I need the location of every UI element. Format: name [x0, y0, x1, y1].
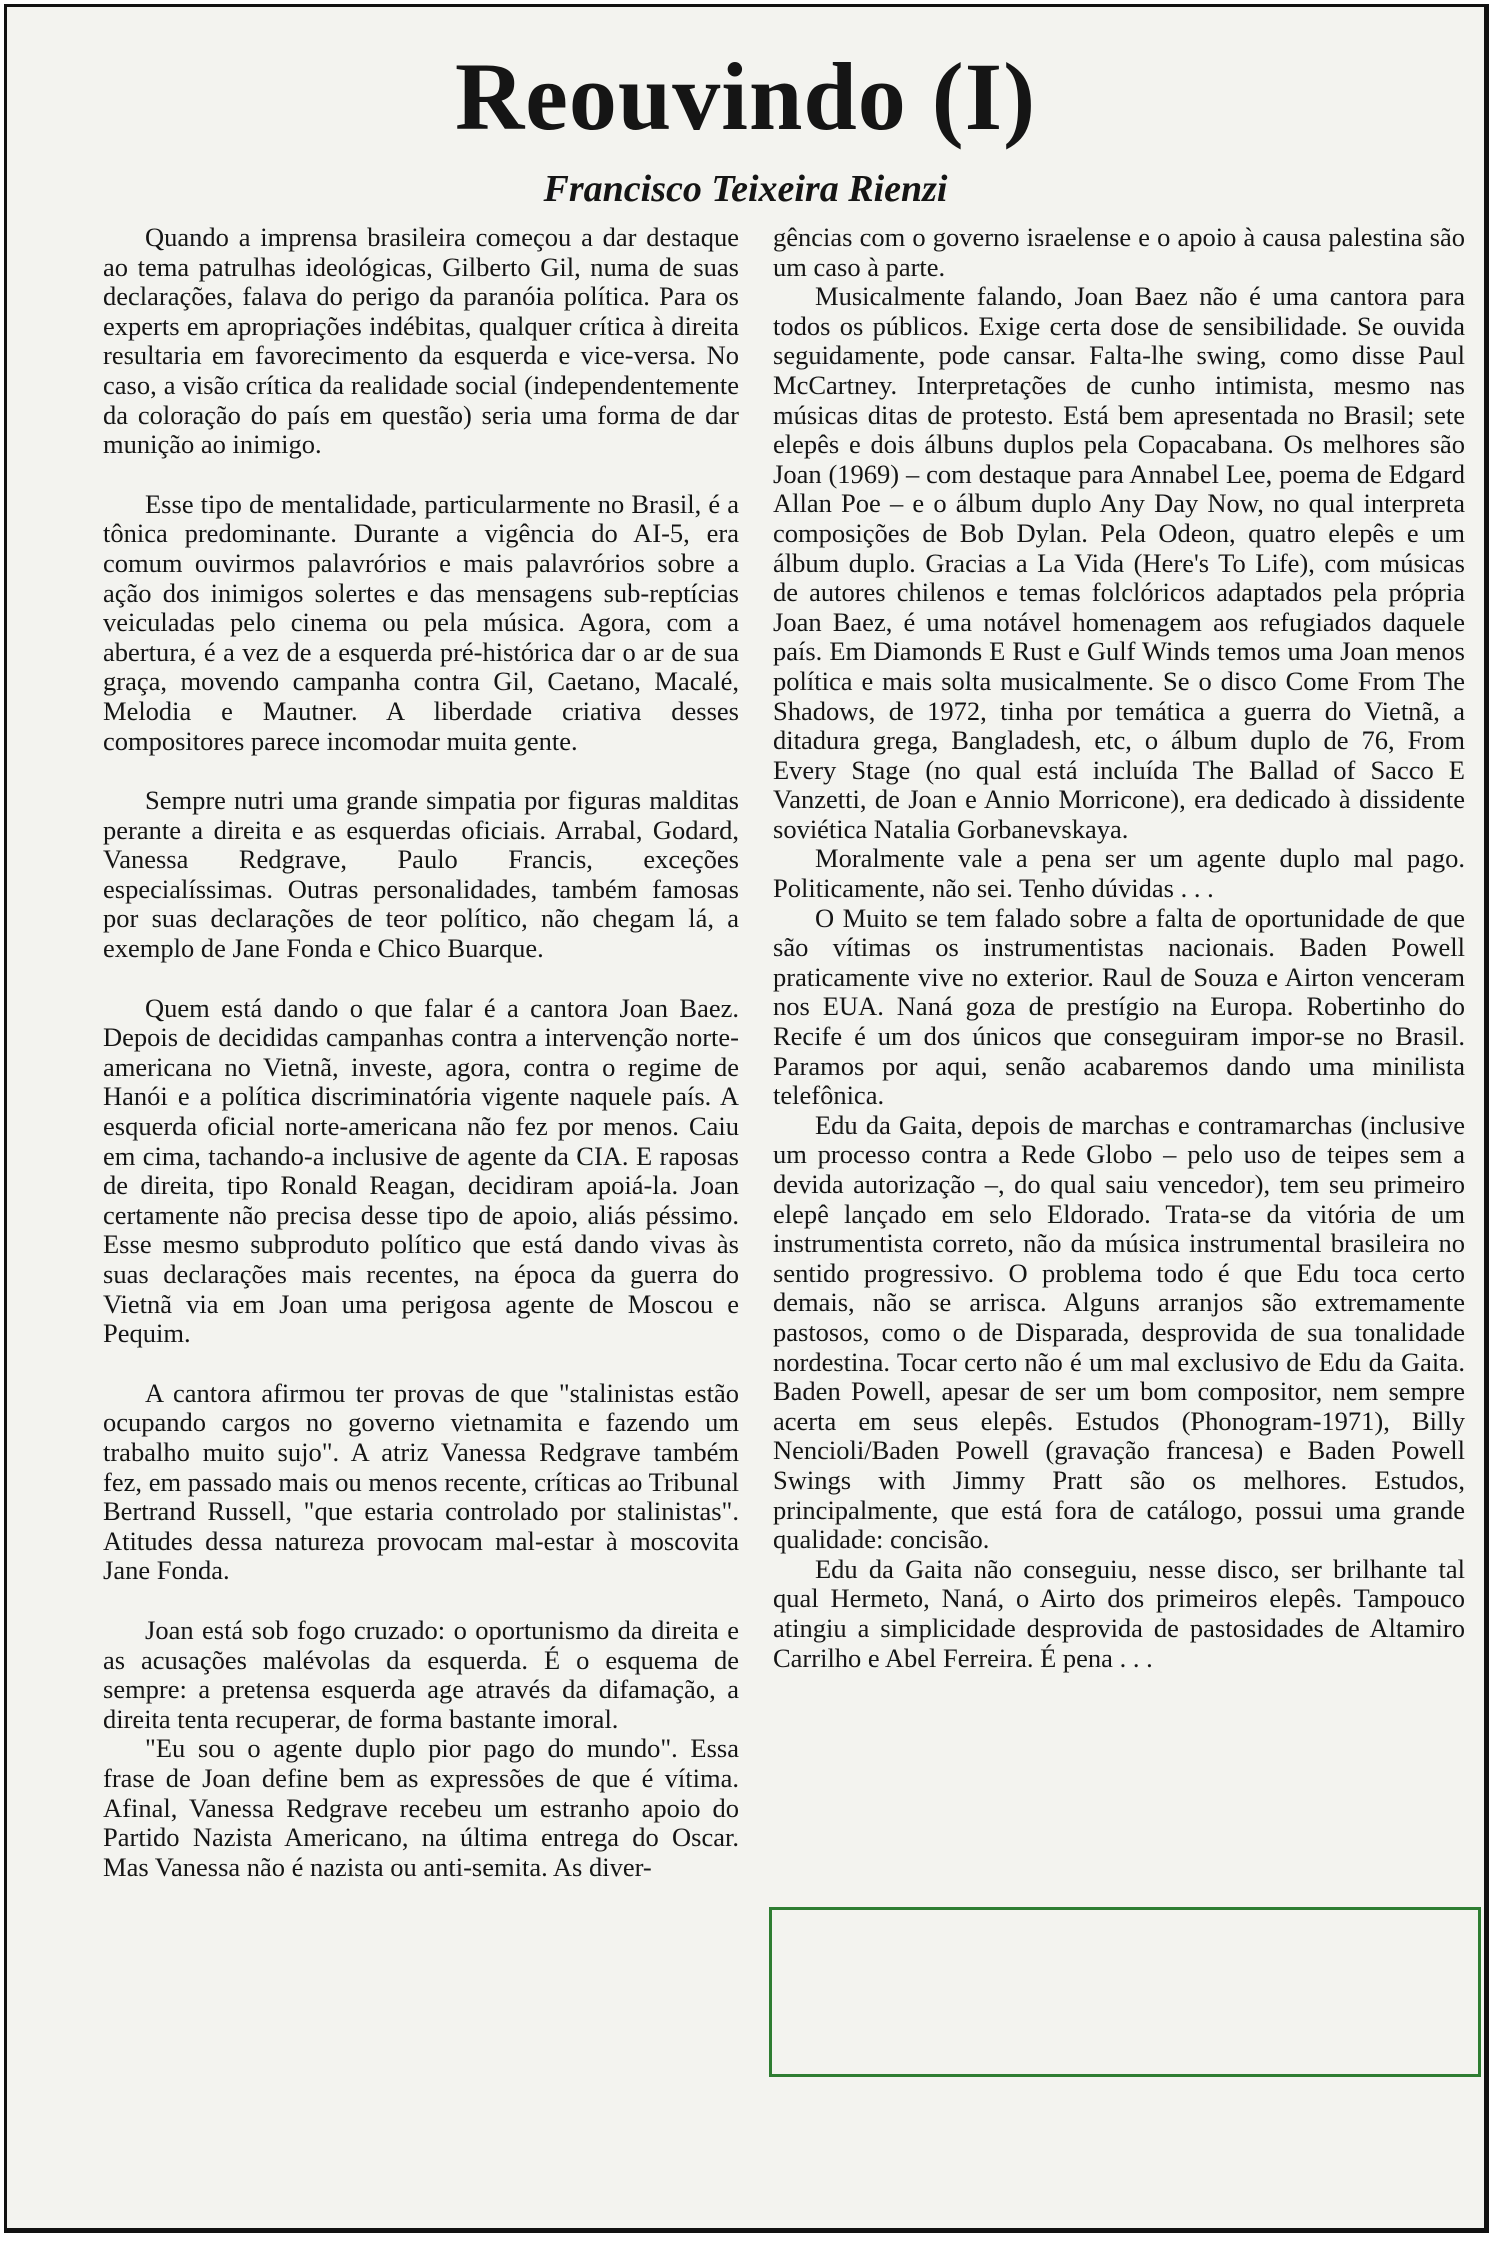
- article-column-right: [773, 223, 1465, 1673]
- paragraph: "Eu sou o agente duplo pior pago do mundo". Essa frase de Joan define bem as expressões de que é vítima. Afinal, Vanessa Redgrave recebeu um estranho apoio do Partido Nazista Americano, na última entrega do Oscar. Mas Vanessa não é nazista ou anti-semita. As diver-: [103, 1733, 739, 1882]
- author-byline: Francisco Teixeira Rienzi: [543, 168, 948, 210]
- paragraph: Sempre nutri uma grande simpatia por figuras malditas perante a direita e as esquerdas oficiais. Arrabal, Godard, Vanessa Redgrave, Paulo Francis, exceções especialíssimas. Outras personalidades, também famosas por suas declarações de teor político, não chegam lá, a exemplo de Jane Fonda e Chico Buarque.: [103, 785, 739, 964]
- article-column-left: [103, 223, 739, 1882]
- paragraph: Edu da Gaita, depois de marchas e contramarchas (inclusive um processo contra a Rede Globo – pelo uso de teipes sem a devida autorização –, do qual saiu vencedor), tem seu primeiro elepê lançado em selo Eldorado. Trata-se da vitória de um instrumentista correto, não da música instrumental brasileira no sentido progressivo. O problema todo é que Edu toca certo demais, não se arrisca. Alguns arranjos são extremamente pastosos, como o de Disparada, desprovida de sua tonalidade nordestina. Tocar certo não é um mal exclusivo de Edu da Gaita. Baden Powell, apesar de ser um bom compositor, nem sempre acerta em seus elepês. Estudos (Phonogram-1971), Billy Nencioli/Baden Powell (gravação francesa) e Baden Powell Swings with Jimmy Pratt são os melhores. Estudos, principalmente, que está fora de catálogo, possui uma grande qualidade: concisão.: [773, 1109, 1465, 1555]
- paragraph: Quando a imprensa brasileira começou a dar destaque ao tema patrulhas ideológicas, Gilberto Gil, numa de suas declarações, falava do perigo da paranóia política. Para os experts em apropriações indébitas, qualquer crítica à direita resultaria em favorecimento da esquerda e vice-versa. No caso, a visão crítica da realidade social (independentemente da coloração do país em questão) seria uma forma de dar munição ao inimigo.: [103, 222, 739, 460]
- paragraph: A cantora afirmou ter provas de que "stalinistas estão ocupando cargos no governo vietnamita e fazendo um trabalho muito sujo". A atriz Vanessa Redgrave também fez, em passado mais ou menos recente, críticas ao Tribunal Bertrand Russell, "que estaria controlado por stalinistas". Atitudes dessa natureza provocam mal-estar à moscovita Jane Fonda.: [103, 1377, 739, 1586]
- highlight-box: [769, 1907, 1481, 2077]
- newspaper-clipping: [4, 4, 1489, 2233]
- paragraph: Moralmente vale a pena ser um agente duplo mal pago. Politicamente, não sei. Tenho dúvidas . . .: [773, 843, 1465, 904]
- headline: Reouvindo (I): [454, 43, 1037, 150]
- paragraph: Edu da Gaita não conseguiu, nesse disco, ser brilhante tal qual Hermeto, Naná, o Airto dos primeiros elepês. Tampouco atingiu a simplicidade desprovida de pastosidades de Altamiro Carrilho e Abel Ferreira. É pena . . .: [773, 1553, 1465, 1673]
- paragraph: Quem está dando o que falar é a cantora Joan Baez. Depois de decididas campanhas contra a intervenção norte-americana no Vietnã, investe, agora, contra o regime de Hanói e a política discriminatória vigente naquele país. A esquerda oficial norte-americana não fez por menos. Caiu em cima, tachando-a inclusive de agente da CIA. E raposas de direita, tipo Ronald Reagan, decidiram apoiá-la. Joan certamente não precisa desse tipo de apoio, aliás péssimo. Esse mesmo subproduto político que está dando vivas às suas declarações mais recentes, na época da guerra do Vietnã via em Joan uma perigosa agente de Moscou e Pequim.: [103, 992, 739, 1349]
- paragraph: Musicalmente falando, Joan Baez não é uma cantora para todos os públicos. Exige certa dose de sensibilidade. Se ouvida seguidamente, pode cansar. Falta-lhe swing, como disse Paul McCartney. Interpretações de cunho intimista, mesmo nas músicas ditas de protesto. Está bem apresentada no Brasil; sete elepês e dois álbuns duplos pela Copacabana. Os melhores são Joan (1969) – com destaque para Annabel Lee, poema de Edgard Allan Poe – e o álbum duplo Any Day Now, no qual interpreta composições de Bob Dylan. Pela Odeon, quatro elepês e um álbum duplo. Gracias a La Vida (Here's To Life), com músicas de autores chilenos e temas folclóricos adaptados pela própria Joan Baez, é uma notável homenagem aos refugiados daquele país. Em Diamonds E Rust e Gulf Winds temos uma Joan menos política e mais solta musicalmente. Se o disco Come From The Shadows, de 1972, tinha por temática a guerra do Vietnã, a ditadura grega, Bangladesh, etc, o álbum duplo de 76, From Every Stage (no qual está incluída The Ballad of Sacco E Vanzetti, de Joan e Annio Morricone), era dedicado à dissidente soviética Natalia Gorbanevskaya.: [773, 281, 1465, 844]
- paragraph: Joan está sob fogo cruzado: o oportunismo da direita e as acusações malévolas da esquerda. É o esquema de sempre: a pretensa esquerda age através da difamação, a direita tenta recuperar, de forma bastante imoral.: [103, 1614, 739, 1734]
- paragraph-continuation: gências com o governo israelense e o apoio à causa palestina são um caso à parte.: [773, 222, 1465, 282]
- paragraph: O Muito se tem falado sobre a falta de oportunidade de que são vítimas os instrumentistas nacionais. Baden Powell praticamente vive no exterior. Raul de Souza e Airton venceram nos EUA. Naná goza de prestígio na Europa. Robertinho do Recife é um dos únicos que conseguiram impor-se no Brasil. Paramos por aqui, senão acabaremos dando uma minilista telefônica.: [773, 902, 1465, 1111]
- paragraph: Esse tipo de mentalidade, particularmente no Brasil, é a tônica predominante. Durante a vigência do AI-5, era comum ouvirmos palavrórios e mais palavrórios sobre a ação dos inimigos solertes e das mensagens sub-reptícias veiculadas pelo cinema ou pela música. Agora, com a abertura, é a vez de a esquerda pré-histórica dar o ar de sua graça, movendo campanha contra Gil, Caetano, Macalé, Melodia e Mautner. A liberdade criativa desses compositores parece incomodar muita gente.: [103, 488, 739, 756]
